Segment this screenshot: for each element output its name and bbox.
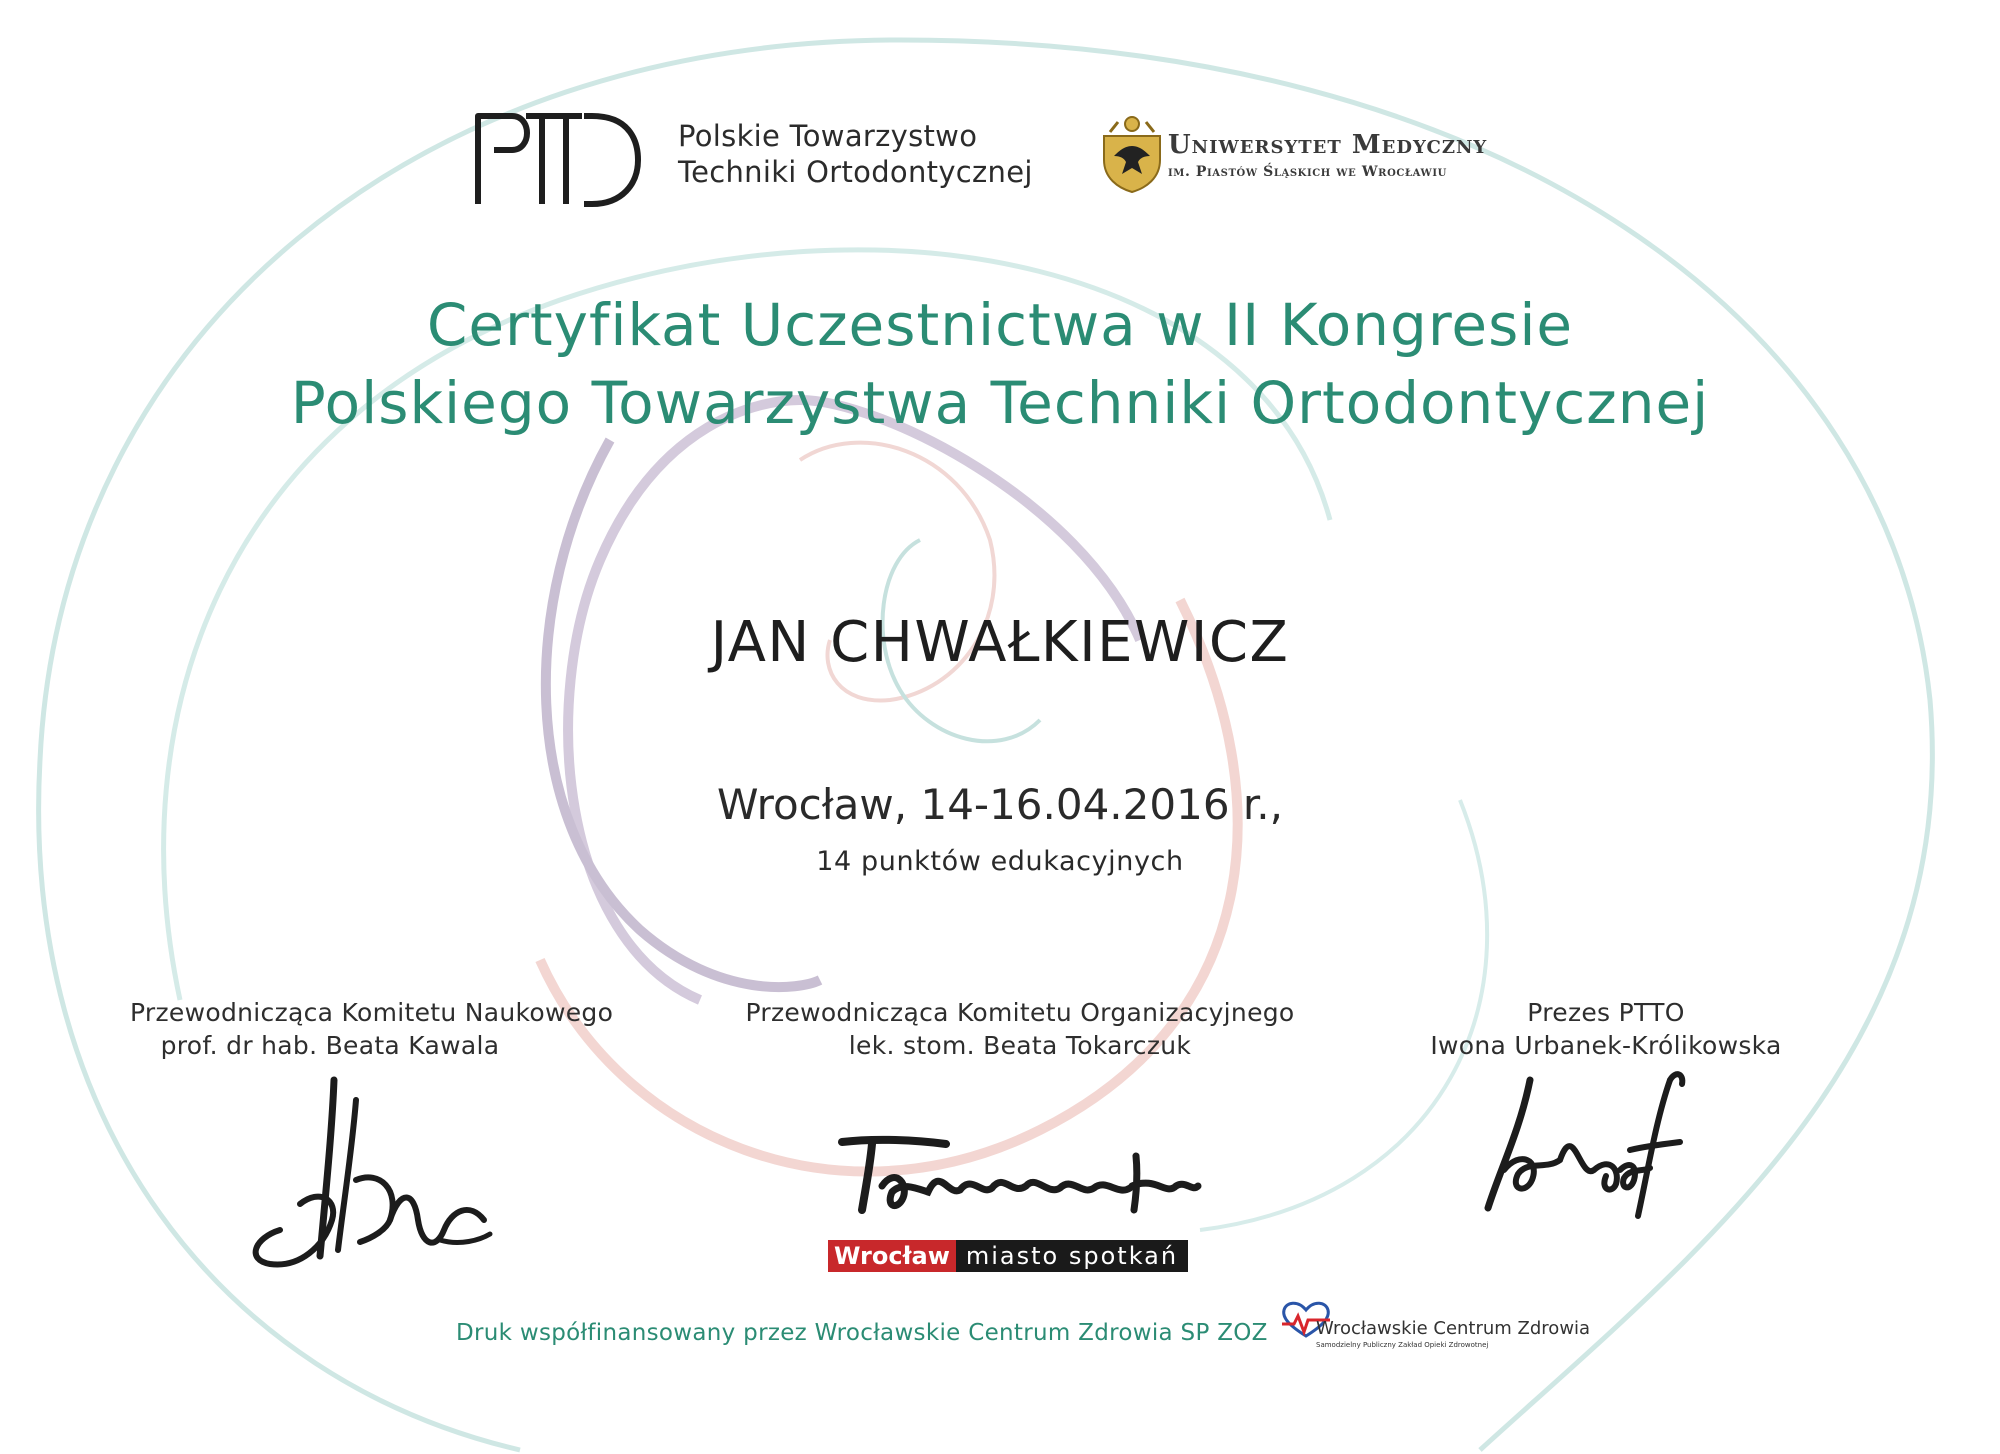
signatory-scientific-committee [130,996,614,1062]
signature-kawala [240,1070,500,1270]
wcz-name: Wrocławskie Centrum Zdrowia [1316,1318,1591,1339]
wroclaw-badge-red-text: Wrocław [828,1240,956,1272]
ptto-logo-line2: Techniki Ortodontycznej [678,155,1033,189]
university-logo-text [1168,130,1487,180]
signatory-name: prof. dr hab. Beata Kawala [160,1031,500,1060]
wcz-logo-text [1316,1318,1590,1349]
education-points: 14 punktów edukacyjnych [816,846,1184,877]
footer-cofinancing-note: Druk współfinansowany przez Wrocławskie Centrum Zdrowia SP ZOZ [456,1320,1268,1346]
wroclaw-city-badge [828,1240,1188,1272]
university-subtitle: im. Piastów Śląskich we Wrocławiu [1168,164,1447,180]
university-name: Uniwersytet Medyczny [1168,130,1488,160]
ptto-logo-line1: Polskie Towarzystwo [678,119,978,153]
certificate-title-line1: Certyfikat Uczestnictwa w II Kongresie [426,291,1574,359]
signature-tokarczuk [836,1126,1206,1226]
signatory-role: Prezes PTTO [1527,998,1685,1027]
signatory-role: Przewodnicząca Komitetu Naukowego [130,998,614,1027]
university-crest-icon [1096,112,1168,194]
signatory-name: lek. stom. Beata Tokarczuk [848,1031,1192,1060]
signatory-role: Przewodnicząca Komitetu Organizacyjnego [745,998,1295,1027]
signatory-organizing-committee [740,996,1300,1062]
certificate-title-line2: Polskiego Towarzystwa Techniki Ortodontycznej [290,369,1710,437]
wcz-subtitle: Samodzielny Publiczny Zakład Opieki Zdrowotnej [1316,1341,1489,1349]
ptto-logo-text [678,118,1033,190]
signature-urbanek-krolikowska [1470,1060,1690,1220]
signatory-name: Iwona Urbanek-Królikowska [1430,1031,1782,1060]
ptto-logo-icon [472,104,642,208]
place-and-date: Wrocław, 14-16.04.2016 r., [716,780,1284,829]
participant-name: JAN CHWAŁKIEWICZ [710,610,1290,675]
wroclaw-badge-black-text: miasto spotkań [956,1240,1188,1272]
certificate-title [0,286,2000,442]
signatory-ptto-president [1406,996,1806,1062]
